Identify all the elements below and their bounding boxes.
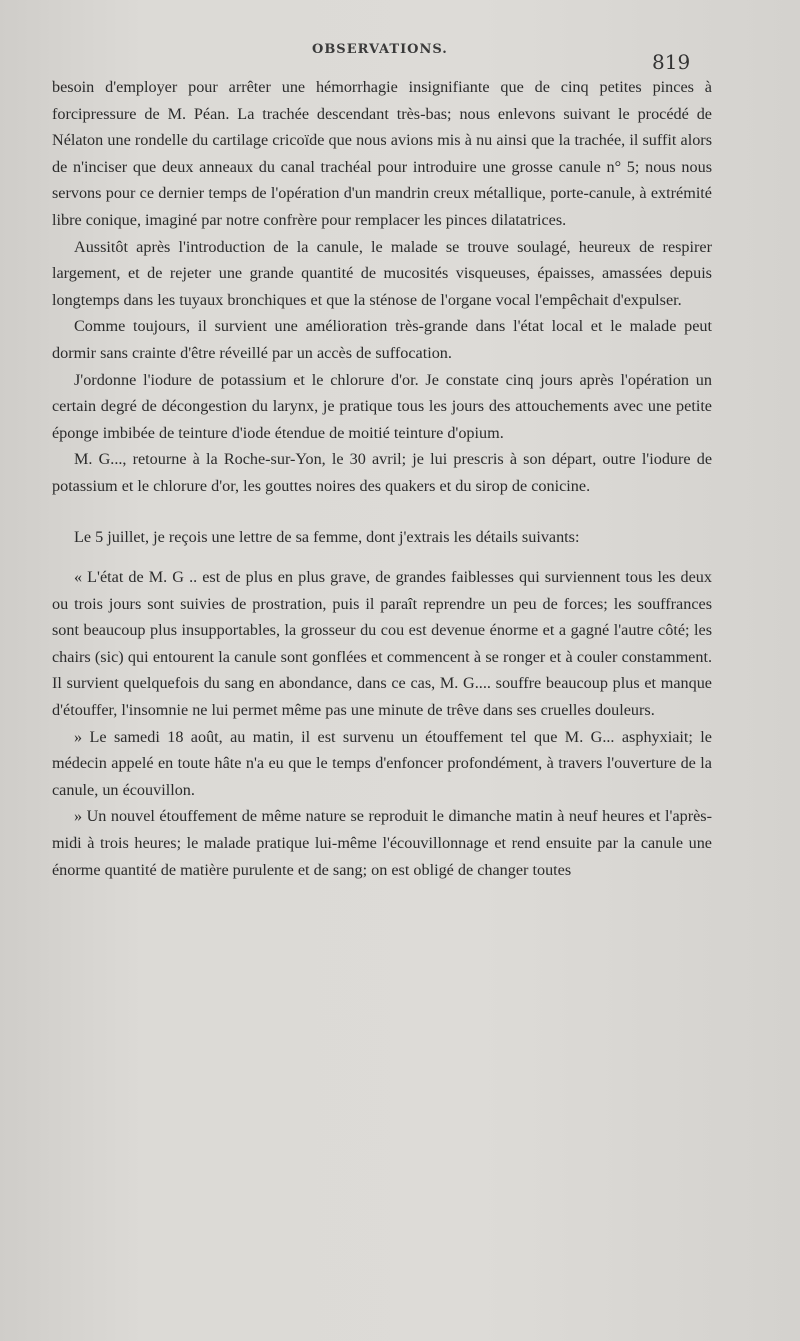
paragraph-continuation: besoin d'employer pour arrêter une hémorrhagie insignifiante que de cinq petites pinces à forcipressure de M. Péan. La trachée descendant très-bas; nous enlevons suivant le procédé de Nélaton une rondelle du cartilage cricoïde que nous avions mis à nu ainsi que la trachée, il suffit alors de n'inciser que deux anneaux du canal trachéal pour introduire une grosse canule n° 5; nous nous servons pour ce dernier temps de l'opération d'un mandrin creux métallique, porte-canule, à extrémité libre conique, imaginé par notre confrère pour remplacer les pinces dilatatrices.	[52, 78, 712, 229]
paragraph-letter-intro: Le 5 juillet, je reçois une lettre de sa femme, dont j'extrais les détails suivants:	[74, 527, 580, 546]
page-body	[52, 74, 712, 883]
paragraph-relief: Aussitôt après l'introduction de la canule, le malade se trouve soulagé, heureux de respirer largement, et de rejeter une grande quantité de mucosités visqueuses, épaisses, amassées depuis longtemps dans les tuyaux bronchiques et que la sténose de l'organe vocal l'empêchait d'expulser.	[52, 237, 712, 309]
paragraph-improvement: Comme toujours, il survient une amélioration très-grande dans l'état local et le malade peut dormir sans crainte d'être réveillé par un accès de suffocation.	[52, 317, 712, 362]
paragraph-departure: M. G..., retourne à la Roche-sur-Yon, le 30 avril; je lui prescris à son départ, outre l'iodure de potassium et le chlorure d'or, les gouttes noires des quakers et du sirop de conicine.	[52, 450, 712, 495]
running-head: OBSERVATIONS.	[312, 42, 448, 57]
paragraph-quote-1: « L'état de M. G .. est de plus en plus grave, de grandes faiblesses qui surviennent tous les deux ou trois jours sont suivies de prostration, puis il paraît reprendre un peu de forces; les souffrances sont beaucoup plus insupportables, la grosseur du cou est devenue énorme et a gagné l'autre côté; les chairs (sic) qui entourent la canule sont gonflées et commencent à se ronger et à couler constamment. Il survient quelquefois du sang en abondance, dans ce cas, M. G.... souffre beaucoup plus et manque d'étouffer, l'insomnie ne lui permet même pas une minute de trêve dans ses cruelles douleurs.	[52, 568, 712, 720]
paragraph-quote-2: » Le samedi 18 août, au matin, il est survenu un étouffement tel que M. G... asphyxiait; le médecin appelé en toute hâte n'a eu que le temps d'enfoncer profondément, à travers l'ouverture de la canule, un écouvillon.	[52, 727, 712, 799]
paragraph-treatment: J'ordonne l'iodure de potassium et le chlorure d'or. Je constate cinq jours après l'opération un certain degré de décongestion du larynx, je pratique tous les jours des attouchements avec une petite éponge imbibée de teinture d'iode étendue de moitié teinture d'opium.	[52, 370, 712, 442]
page-number: 819	[652, 50, 691, 74]
page-header	[0, 36, 800, 76]
paragraph-quote-3: » Un nouvel étouffement de même nature se reproduit le dimanche matin à neuf heures et l'après-midi à trois heures; le malade pratique lui-même l'écouvillonnage et rend ensuite par la canule une énorme quantité de matière purulente et de sang; on est obligé de changer toutes	[52, 807, 712, 879]
